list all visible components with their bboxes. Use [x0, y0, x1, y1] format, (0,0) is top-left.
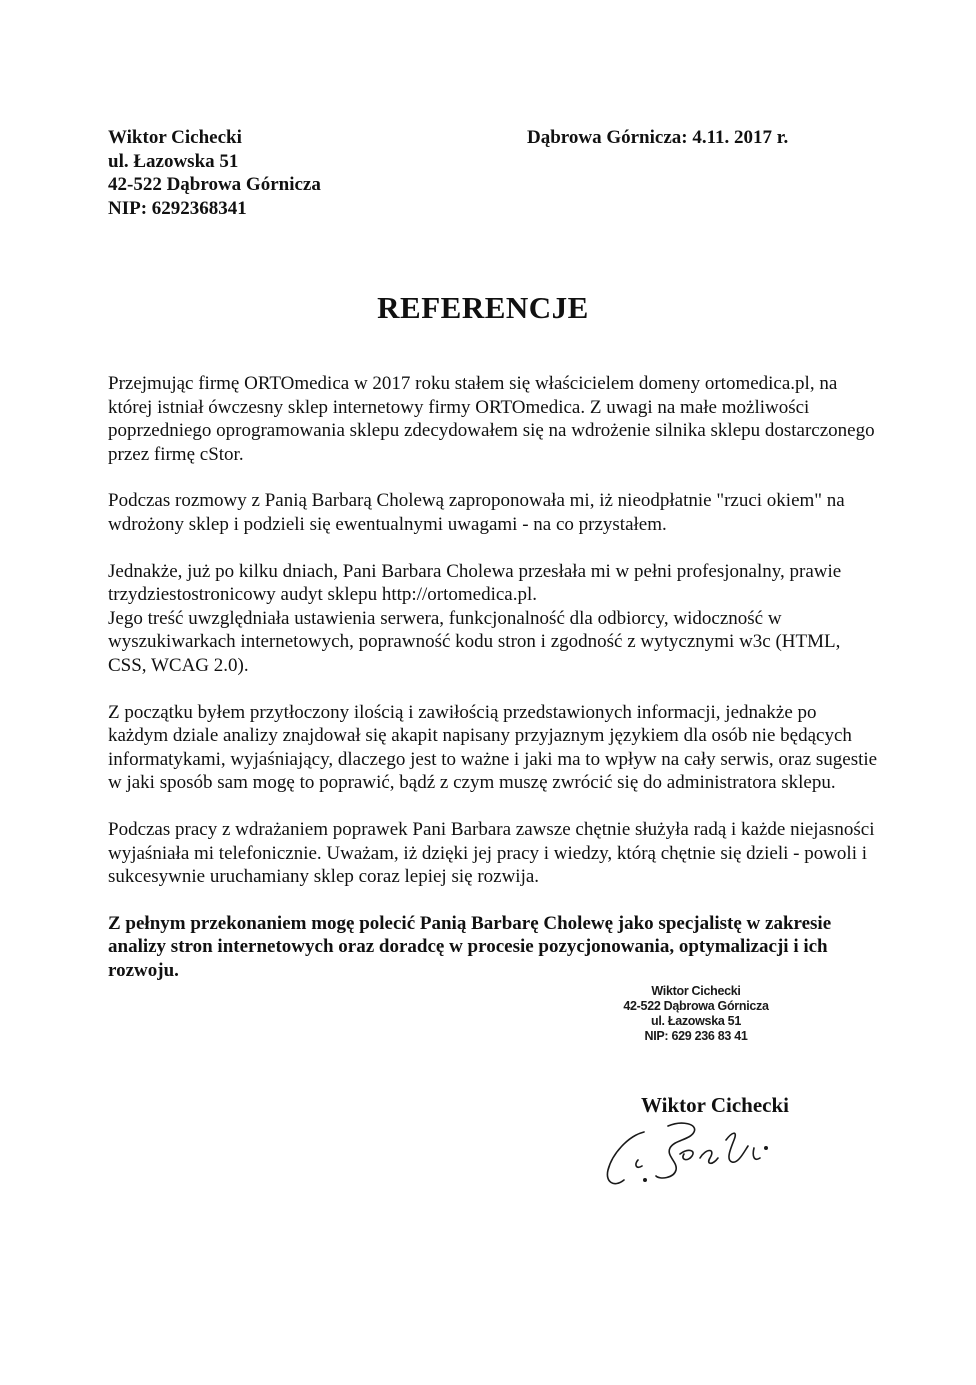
sender-address — [108, 126, 321, 220]
sender-nip: NIP: 6292368341 — [108, 197, 247, 219]
stamp-name: Wiktor Cichecki — [651, 984, 741, 998]
sender-street: ul. Łazowska 51 — [108, 150, 239, 172]
stamp-street: ul. Łazowska 51 — [651, 1014, 741, 1028]
handwritten-signature — [598, 1118, 798, 1198]
paragraph-3-part-2: Jego treść uwzględniała ustawienia serwera, funkcjonalność dla odbiorcy, widoczność w wyszukiwarkach internetowych, poprawność kodu stron i zgodność z wytycznymi w3c (HTML, CSS, WCAG 2.0). — [108, 607, 841, 676]
stamp-nip: NIP: 629 236 83 41 — [644, 1029, 748, 1043]
stamp-city: 42-522 Dąbrowa Górnicza — [623, 999, 769, 1013]
sender-city: 42-522 Dąbrowa Górnicza — [108, 174, 321, 195]
paragraph-3-part-1: Jednakże, już po kilku dniach, Pani Barbara Cholewa przesłała mi w pełni profesjonalny, prawie trzydziestostronicowy audyt sklepu http://ortomedica.pl. — [108, 560, 842, 606]
paragraph-3 — [108, 560, 878, 678]
letter-date: Dąbrowa Górnicza: 4.11. 2017 r. — [527, 127, 789, 148]
company-stamp — [600, 984, 792, 1044]
letter-body — [108, 372, 878, 1005]
paragraph-1: Przejmując firmę ORTOmedica w 2017 roku stałem się właścicielem domeny ortomedica.pl, na której istniał ówczesny sklep internetowy firmy ORTOmedica. Z uwagi na małe możliwości poprzedniego oprogramowania sklepu zdecydowałem się na wdrożenie silnika sklepu dostarczonego przez firmę cStor. — [108, 373, 875, 465]
signatory-name: Wiktor Cichecki — [641, 1093, 789, 1117]
closing-recommendation: Z pełnym przekonaniem mogę polecić Panią Barbarę Cholewę jako specjalistę w zakresie analizy stron internetowych oraz doradcę w procesie pozycjonowania, optymalizacji i ich rozwoju. — [108, 912, 832, 981]
paragraph-2: Podczas rozmowy z Panią Barbarą Cholewą zaproponowała mi, iż nieodpłatnie "rzuci okiem" na wdrożony sklep i podzieli się ewentualnymi uwagami - na co przystałem. — [108, 490, 845, 535]
document-title: REFERENCJE — [377, 290, 589, 325]
sender-name: Wiktor Cichecki — [108, 127, 242, 148]
paragraph-4: Z początku byłem przytłoczony ilością i zawiłością przedstawionych informacji, jednakże po każdym dziale analizy znajdował się akapit napisany przyjaznym językiem dla osób nie będących informatykami, wyjaśniający, dlaczego jest to ważne i jaki ma to wpływ na cały serwis, oraz sugestie w jaki sposób sam mogę to poprawić, bądź z czym muszę zwrócić się do administratora sklepu. — [108, 701, 878, 794]
paragraph-5: Podczas pracy z wdrażaniem poprawek Pani Barbara zawsze chętnie służyła radą i każde niejasności wyjaśniała mi telefonicznie. Uważam, iż dzięki jej pracy i wiedzy, którą chętnie się dzieli - powoli i sukcesywnie uruchamiany sklep coraz lepiej się rozwija. — [108, 818, 875, 888]
